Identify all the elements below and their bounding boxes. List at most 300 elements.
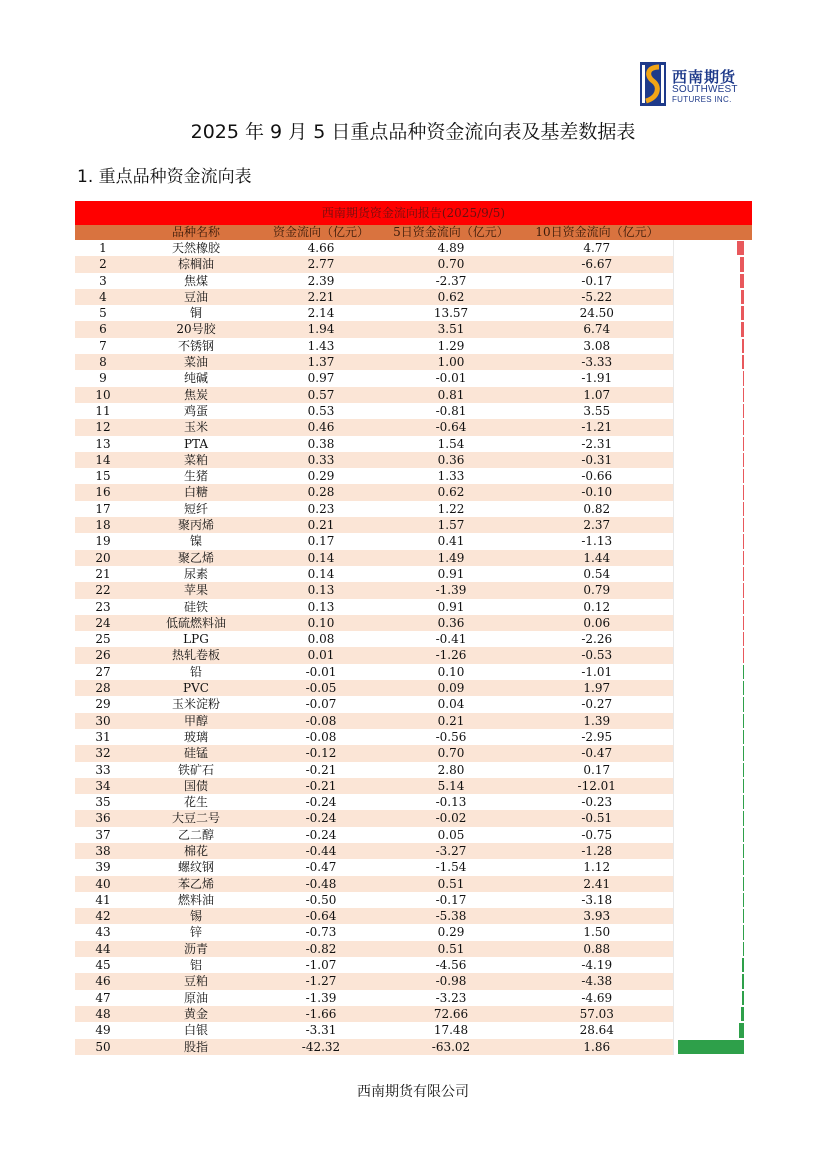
- row-flow-5d: 0.62: [381, 484, 521, 500]
- row-no: 7: [75, 338, 131, 354]
- row-flow-10d: 1.50: [521, 924, 673, 940]
- row-flow-5d: 1.54: [381, 436, 521, 452]
- row-flow-1d: 1.37: [261, 354, 381, 370]
- row-name: 白糖: [131, 484, 261, 500]
- row-flow-bar: [743, 453, 745, 467]
- row-flow-5d: -0.98: [381, 973, 521, 989]
- row-flow-bar-cell: [673, 501, 752, 517]
- row-flow-bar: [742, 974, 744, 988]
- row-flow-bar-cell: [673, 256, 752, 272]
- table-row: [75, 810, 752, 826]
- row-name: 国债: [131, 778, 261, 794]
- row-flow-bar-cell: [673, 1039, 752, 1055]
- row-flow-1d: -0.48: [261, 876, 381, 892]
- row-name: 大豆二号: [131, 810, 261, 826]
- row-flow-bar-cell: [673, 1022, 752, 1038]
- row-no: 21: [75, 566, 131, 582]
- row-name: 天然橡胶: [131, 240, 261, 256]
- row-no: 47: [75, 990, 131, 1006]
- row-flow-10d: -0.23: [521, 794, 673, 810]
- row-flow-5d: 0.62: [381, 289, 521, 305]
- row-flow-bar: [743, 648, 745, 662]
- row-no: 4: [75, 289, 131, 305]
- row-no: 44: [75, 941, 131, 957]
- row-flow-bar: [743, 534, 745, 548]
- row-flow-1d: 0.57: [261, 387, 381, 403]
- row-flow-1d: 1.94: [261, 321, 381, 337]
- row-flow-bar-cell: [673, 403, 752, 419]
- row-no: 33: [75, 762, 131, 778]
- row-name: 20号胶: [131, 321, 261, 337]
- row-flow-bar: [743, 388, 745, 402]
- row-flow-1d: -0.21: [261, 778, 381, 794]
- row-name: 白银: [131, 1022, 261, 1038]
- row-name: 铅: [131, 664, 261, 680]
- row-flow-bar-cell: [673, 794, 752, 810]
- row-name: PTA: [131, 436, 261, 452]
- row-flow-10d: -2.95: [521, 729, 673, 745]
- row-flow-1d: 0.33: [261, 452, 381, 468]
- row-name: 玻璃: [131, 729, 261, 745]
- row-flow-5d: 5.14: [381, 778, 521, 794]
- row-name: LPG: [131, 631, 261, 647]
- row-no: 11: [75, 403, 131, 419]
- row-name: PVC: [131, 680, 261, 696]
- table-row: [75, 582, 752, 598]
- row-flow-bar: [743, 681, 745, 695]
- row-flow-1d: -0.50: [261, 892, 381, 908]
- row-flow-5d: 0.41: [381, 533, 521, 549]
- row-flow-10d: 6.74: [521, 321, 673, 337]
- row-name: 焦炭: [131, 387, 261, 403]
- row-flow-1d: 0.97: [261, 370, 381, 386]
- table-row: [75, 908, 752, 924]
- row-flow-10d: 0.88: [521, 941, 673, 957]
- row-no: 43: [75, 924, 131, 940]
- row-flow-bar: [743, 469, 745, 483]
- row-flow-5d: 0.29: [381, 924, 521, 940]
- row-no: 18: [75, 517, 131, 533]
- row-no: 32: [75, 745, 131, 761]
- row-no: 14: [75, 452, 131, 468]
- row-flow-10d: 2.41: [521, 876, 673, 892]
- table-row: [75, 419, 752, 435]
- row-flow-1d: -1.07: [261, 957, 381, 973]
- row-flow-1d: -0.44: [261, 843, 381, 859]
- row-flow-5d: -0.64: [381, 419, 521, 435]
- row-name: 低硫燃料油: [131, 615, 261, 631]
- row-no: 45: [75, 957, 131, 973]
- row-flow-bar-cell: [673, 664, 752, 680]
- row-flow-1d: 0.13: [261, 582, 381, 598]
- row-no: 1: [75, 240, 131, 256]
- row-flow-1d: 2.39: [261, 273, 381, 289]
- row-flow-1d: 2.77: [261, 256, 381, 272]
- row-name: 鸡蛋: [131, 403, 261, 419]
- row-flow-10d: 1.39: [521, 713, 673, 729]
- page-title: 2025 年 9 月 5 日重点品种资金流向表及基差数据表: [190, 121, 636, 143]
- row-flow-1d: -42.32: [261, 1039, 381, 1055]
- row-flow-5d: 4.89: [381, 240, 521, 256]
- row-flow-bar-cell: [673, 419, 752, 435]
- row-flow-5d: 0.51: [381, 941, 521, 957]
- table-row: [75, 762, 752, 778]
- row-flow-bar: [742, 958, 744, 972]
- row-name: 苹果: [131, 582, 261, 598]
- row-flow-bar: [742, 355, 744, 369]
- row-flow-1d: -0.24: [261, 827, 381, 843]
- row-flow-10d: -3.18: [521, 892, 673, 908]
- row-flow-bar: [743, 632, 745, 646]
- table-row: [75, 745, 752, 761]
- row-flow-bar-cell: [673, 876, 752, 892]
- row-no: 22: [75, 582, 131, 598]
- table-row: [75, 827, 752, 843]
- row-flow-1d: -3.31: [261, 1022, 381, 1038]
- table-row: [75, 664, 752, 680]
- row-flow-1d: 0.08: [261, 631, 381, 647]
- row-flow-bar-cell: [673, 908, 752, 924]
- row-flow-5d: -4.56: [381, 957, 521, 973]
- row-flow-5d: 17.48: [381, 1022, 521, 1038]
- row-flow-bar: [743, 600, 745, 614]
- row-flow-5d: 72.66: [381, 1006, 521, 1022]
- row-flow-1d: -0.24: [261, 794, 381, 810]
- row-flow-5d: 0.91: [381, 566, 521, 582]
- table-row: [75, 550, 752, 566]
- logo-emblem-icon: [640, 62, 666, 106]
- row-flow-5d: -0.41: [381, 631, 521, 647]
- row-flow-bar: [743, 583, 745, 597]
- row-flow-1d: -0.21: [261, 762, 381, 778]
- table-row: [75, 713, 752, 729]
- row-flow-1d: 0.46: [261, 419, 381, 435]
- row-flow-bar-cell: [673, 289, 752, 305]
- row-name: 黄金: [131, 1006, 261, 1022]
- row-flow-10d: 1.12: [521, 859, 673, 875]
- row-flow-10d: 3.08: [521, 338, 673, 354]
- row-flow-5d: 0.81: [381, 387, 521, 403]
- row-flow-10d: -0.17: [521, 273, 673, 289]
- row-no: 30: [75, 713, 131, 729]
- row-name: 股指: [131, 1039, 261, 1055]
- row-flow-1d: -0.82: [261, 941, 381, 957]
- row-flow-bar-cell: [673, 354, 752, 370]
- table-row: [75, 696, 752, 712]
- row-no: 49: [75, 1022, 131, 1038]
- row-name: 菜粕: [131, 452, 261, 468]
- table-row: [75, 321, 752, 337]
- row-name: 玉米: [131, 419, 261, 435]
- row-name: 豆油: [131, 289, 261, 305]
- logo-english-name: SOUTHWEST: [672, 84, 738, 95]
- row-flow-bar: [743, 697, 745, 711]
- row-flow-10d: -4.69: [521, 990, 673, 1006]
- row-flow-10d: -1.13: [521, 533, 673, 549]
- row-no: 26: [75, 647, 131, 663]
- row-flow-bar: [743, 909, 745, 923]
- row-flow-10d: -0.27: [521, 696, 673, 712]
- table-row: [75, 256, 752, 272]
- row-flow-10d: 3.93: [521, 908, 673, 924]
- row-flow-10d: 1.07: [521, 387, 673, 403]
- row-no: 6: [75, 321, 131, 337]
- row-flow-5d: 1.33: [381, 468, 521, 484]
- row-flow-bar-cell: [673, 599, 752, 615]
- row-flow-10d: 24.50: [521, 305, 673, 321]
- row-flow-5d: 0.09: [381, 680, 521, 696]
- row-flow-bar: [743, 485, 745, 499]
- row-flow-bar-cell: [673, 436, 752, 452]
- row-name: 焦煤: [131, 273, 261, 289]
- row-flow-bar-cell: [673, 370, 752, 386]
- row-flow-5d: -0.81: [381, 403, 521, 419]
- row-flow-10d: -3.33: [521, 354, 673, 370]
- row-no: 19: [75, 533, 131, 549]
- row-flow-bar: [741, 306, 744, 320]
- row-name: 燃料油: [131, 892, 261, 908]
- row-flow-1d: 0.17: [261, 533, 381, 549]
- row-flow-5d: -0.01: [381, 370, 521, 386]
- row-flow-1d: 2.14: [261, 305, 381, 321]
- row-flow-5d: -3.23: [381, 990, 521, 1006]
- row-flow-5d: -1.26: [381, 647, 521, 663]
- row-flow-bar-cell: [673, 843, 752, 859]
- row-no: 42: [75, 908, 131, 924]
- report-title: 西南期货资金流向报告(2025/9/5): [75, 201, 752, 225]
- row-name: 铜: [131, 305, 261, 321]
- row-flow-bar-cell: [673, 810, 752, 826]
- table-row: [75, 876, 752, 892]
- row-flow-bar-cell: [673, 566, 752, 582]
- row-no: 2: [75, 256, 131, 272]
- row-flow-1d: 0.13: [261, 599, 381, 615]
- row-flow-5d: 0.10: [381, 664, 521, 680]
- row-flow-10d: -0.47: [521, 745, 673, 761]
- row-no: 9: [75, 370, 131, 386]
- row-no: 48: [75, 1006, 131, 1022]
- row-name: 豆粕: [131, 973, 261, 989]
- row-flow-1d: -1.66: [261, 1006, 381, 1022]
- row-flow-10d: 1.97: [521, 680, 673, 696]
- row-flow-bar-cell: [673, 305, 752, 321]
- row-name: 聚乙烯: [131, 550, 261, 566]
- table-row: [75, 990, 752, 1006]
- row-name: 棉花: [131, 843, 261, 859]
- table-row: [75, 436, 752, 452]
- row-no: 5: [75, 305, 131, 321]
- row-flow-10d: 0.12: [521, 599, 673, 615]
- section-title: 1. 重点品种资金流向表: [77, 167, 252, 187]
- row-name: 乙二醇: [131, 827, 261, 843]
- row-no: 15: [75, 468, 131, 484]
- row-flow-bar: [742, 339, 744, 353]
- row-flow-bar-cell: [673, 452, 752, 468]
- row-name: 甲醇: [131, 713, 261, 729]
- row-flow-bar-cell: [673, 778, 752, 794]
- row-flow-5d: -0.56: [381, 729, 521, 745]
- row-flow-1d: 0.28: [261, 484, 381, 500]
- row-flow-10d: -0.51: [521, 810, 673, 826]
- row-no: 12: [75, 419, 131, 435]
- row-name: 原油: [131, 990, 261, 1006]
- row-flow-bar: [737, 241, 744, 255]
- table-row: [75, 289, 752, 305]
- row-flow-10d: 0.17: [521, 762, 673, 778]
- table-row: [75, 1006, 752, 1022]
- row-name: 锌: [131, 924, 261, 940]
- row-no: 37: [75, 827, 131, 843]
- row-flow-bar-cell: [673, 273, 752, 289]
- row-no: 8: [75, 354, 131, 370]
- row-flow-5d: 0.05: [381, 827, 521, 843]
- table-row: [75, 729, 752, 745]
- row-no: 16: [75, 484, 131, 500]
- row-flow-bar-cell: [673, 745, 752, 761]
- row-flow-1d: -0.64: [261, 908, 381, 924]
- row-name: 沥青: [131, 941, 261, 957]
- row-flow-10d: 1.86: [521, 1039, 673, 1055]
- row-name: 生猪: [131, 468, 261, 484]
- row-flow-10d: 28.64: [521, 1022, 673, 1038]
- row-no: 20: [75, 550, 131, 566]
- row-flow-5d: 1.22: [381, 501, 521, 517]
- row-flow-1d: 0.23: [261, 501, 381, 517]
- row-flow-bar: [740, 257, 744, 271]
- row-flow-bar: [742, 991, 744, 1005]
- row-flow-10d: 0.79: [521, 582, 673, 598]
- table-row: [75, 631, 752, 647]
- row-flow-bar-cell: [673, 387, 752, 403]
- row-flow-1d: -0.07: [261, 696, 381, 712]
- row-flow-1d: 0.10: [261, 615, 381, 631]
- row-flow-5d: 3.51: [381, 321, 521, 337]
- row-no: 40: [75, 876, 131, 892]
- row-flow-10d: 0.06: [521, 615, 673, 631]
- table-row: [75, 370, 752, 386]
- row-no: 39: [75, 859, 131, 875]
- row-flow-5d: -1.54: [381, 859, 521, 875]
- row-name: 纯碱: [131, 370, 261, 386]
- row-flow-1d: 0.14: [261, 550, 381, 566]
- row-flow-bar: [743, 763, 745, 777]
- row-flow-bar-cell: [673, 484, 752, 500]
- header-flow-10d: 10日资金流向（亿元）: [521, 225, 673, 240]
- table-row: [75, 354, 752, 370]
- row-flow-bar: [743, 860, 745, 874]
- table-row: [75, 924, 752, 940]
- row-flow-bar: [741, 322, 744, 336]
- row-flow-bar: [743, 665, 745, 679]
- row-name: 苯乙烯: [131, 876, 261, 892]
- row-flow-bar-cell: [673, 713, 752, 729]
- row-no: 29: [75, 696, 131, 712]
- row-flow-bar-cell: [673, 240, 752, 256]
- row-flow-bar-cell: [673, 924, 752, 940]
- row-flow-5d: -63.02: [381, 1039, 521, 1055]
- row-no: 27: [75, 664, 131, 680]
- table-row: [75, 240, 752, 256]
- table-row: [75, 615, 752, 631]
- row-flow-10d: -5.22: [521, 289, 673, 305]
- row-flow-bar-cell: [673, 517, 752, 533]
- row-flow-5d: 1.57: [381, 517, 521, 533]
- row-flow-1d: 0.14: [261, 566, 381, 582]
- row-flow-5d: 0.91: [381, 599, 521, 615]
- row-flow-1d: 0.01: [261, 647, 381, 663]
- row-flow-5d: -5.38: [381, 908, 521, 924]
- row-name: 硅铁: [131, 599, 261, 615]
- row-flow-5d: -2.37: [381, 273, 521, 289]
- row-flow-1d: -1.27: [261, 973, 381, 989]
- row-flow-10d: 57.03: [521, 1006, 673, 1022]
- row-flow-bar-cell: [673, 550, 752, 566]
- footer-company: 西南期货有限公司: [357, 1084, 469, 1100]
- row-name: 螺纹钢: [131, 859, 261, 875]
- row-flow-5d: -3.27: [381, 843, 521, 859]
- row-flow-bar: [743, 518, 745, 532]
- row-flow-1d: -0.12: [261, 745, 381, 761]
- row-no: 25: [75, 631, 131, 647]
- table-header-row: [75, 225, 752, 240]
- row-name: 尿素: [131, 566, 261, 582]
- row-name: 玉米淀粉: [131, 696, 261, 712]
- row-flow-10d: -2.26: [521, 631, 673, 647]
- row-flow-5d: 1.00: [381, 354, 521, 370]
- row-flow-1d: -1.39: [261, 990, 381, 1006]
- row-flow-bar-cell: [673, 321, 752, 337]
- row-flow-bar: [743, 893, 745, 907]
- row-flow-5d: -1.39: [381, 582, 521, 598]
- fund-flow-table: [75, 225, 752, 1055]
- row-flow-bar: [741, 1007, 744, 1021]
- row-flow-1d: 0.53: [261, 403, 381, 419]
- row-name: 花生: [131, 794, 261, 810]
- table-row: [75, 1022, 752, 1038]
- row-flow-bar: [741, 290, 744, 304]
- row-flow-5d: 2.80: [381, 762, 521, 778]
- row-flow-10d: -1.01: [521, 664, 673, 680]
- row-no: 23: [75, 599, 131, 615]
- row-flow-1d: -0.08: [261, 729, 381, 745]
- row-no: 10: [75, 387, 131, 403]
- row-flow-bar-cell: [673, 957, 752, 973]
- row-flow-5d: 0.51: [381, 876, 521, 892]
- row-flow-1d: 1.43: [261, 338, 381, 354]
- table-row: [75, 843, 752, 859]
- row-no: 36: [75, 810, 131, 826]
- row-flow-bar: [743, 925, 745, 939]
- row-flow-bar-cell: [673, 1006, 752, 1022]
- row-flow-bar-cell: [673, 859, 752, 875]
- row-flow-bar-cell: [673, 533, 752, 549]
- row-name: 棕榈油: [131, 256, 261, 272]
- row-flow-10d: -0.31: [521, 452, 673, 468]
- row-no: 13: [75, 436, 131, 452]
- table-row: [75, 566, 752, 582]
- row-flow-bar-cell: [673, 338, 752, 354]
- row-flow-5d: 1.29: [381, 338, 521, 354]
- row-flow-5d: 1.49: [381, 550, 521, 566]
- row-flow-bar-cell: [673, 990, 752, 1006]
- row-flow-5d: 0.04: [381, 696, 521, 712]
- row-name: 铝: [131, 957, 261, 973]
- table-row: [75, 338, 752, 354]
- header-flow-5d: 5日资金流向（亿元）: [381, 225, 521, 240]
- row-no: 46: [75, 973, 131, 989]
- row-no: 41: [75, 892, 131, 908]
- row-flow-bar-cell: [673, 729, 752, 745]
